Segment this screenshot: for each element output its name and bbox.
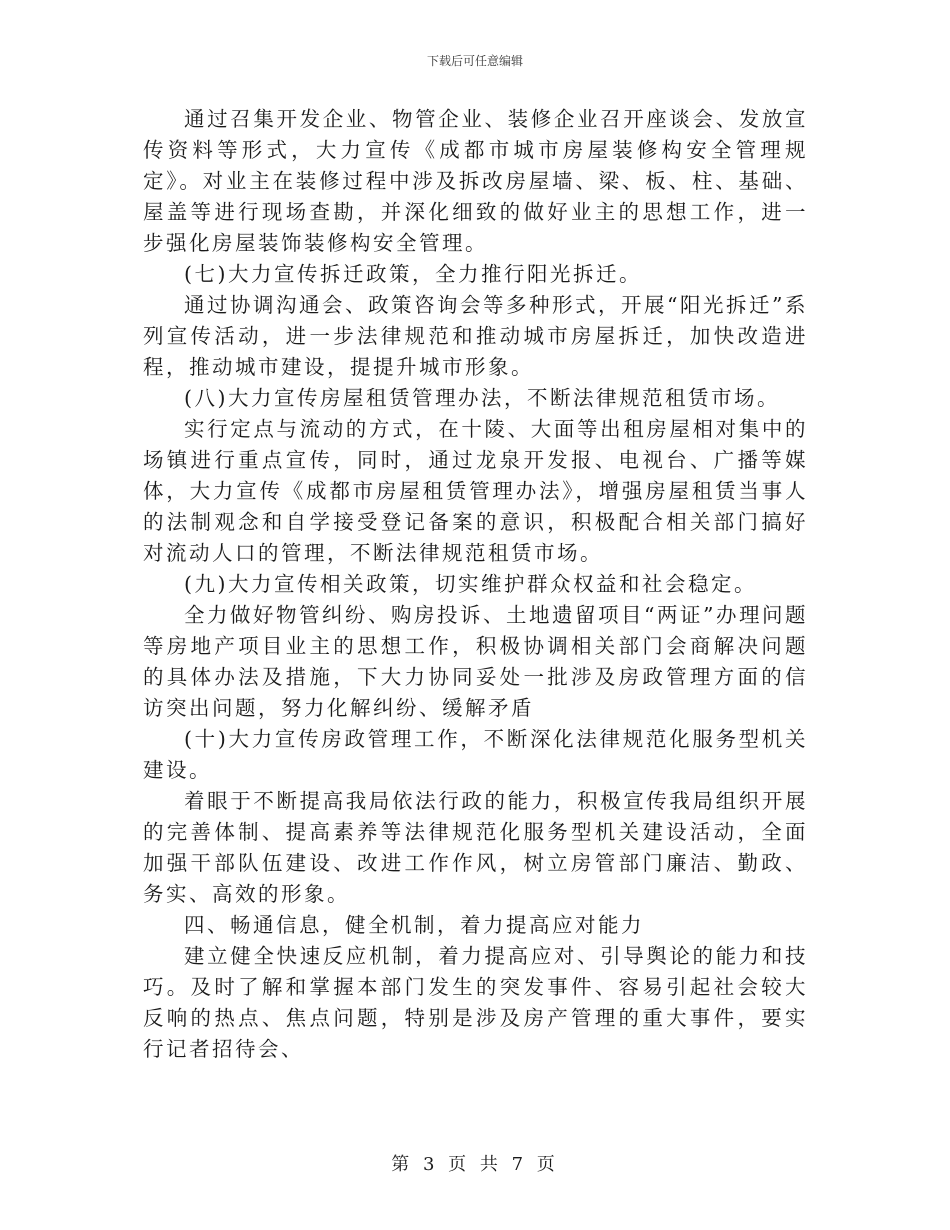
paragraph-11: 建立健全快速反应机制，着力提高应对、引导舆论的能力和技巧。及时了解和掌握本部门发生的突发事件、容易引起社会较大反响的热点、焦点问题，特别是涉及房产管理的重大事件，要实行记者招待会、 xyxy=(143,944,808,1061)
paragraph-9: 着眼于不断提高我局依法行政的能力，积极宣传我局组织开展的完善体制、提高素养等法律规范化服务型机关建设活动，全面加强干部队伍建设、改进工作作风，树立房管部门廉洁、勤政、务实、高效的形象。 xyxy=(143,789,808,906)
paragraph-heading-7: (七)大力宣传拆迁政策，全力推行阳光拆迁。 xyxy=(184,262,642,286)
paragraph-heading-9: (九)大力宣传相关政策，切实维护群众权益和社会稳定。 xyxy=(184,572,757,596)
paragraph-heading-8: (八)大力宣传房屋租赁管理办法，不断法律规范租赁市场。 xyxy=(184,386,780,410)
paragraph-5: 实行定点与流动的方式，在十陵、大面等出租房屋相对集中的场镇进行重点宣传，同时，通过龙泉开发报、电视台、广播等媒体，大力宣传《成都市房屋租赁管理办法》，增强房屋租赁当事人的法制观念和自学接受登记备案的意识，积极配合相关部门搞好对流动人口的管理，不断法律规范租赁市场。 xyxy=(143,417,808,565)
paragraph-3: 通过协调沟通会、政策咨询会等多种形式，开展“阳光拆迁”系列宣传活动，进一步法律规范和推动城市房屋拆迁，加快改造进程，推动城市建设，提提升城市形象。 xyxy=(143,293,808,379)
document-body xyxy=(143,104,808,1065)
paragraph-7: 全力做好物管纠纷、购房投诉、土地遗留项目“两证”办理问题等房地产项目业主的思想工作，积极协调相关部门会商解决问题的具体办法及措施，下大力协同妥处一批涉及房政管理方面的信访突出问题，努力化解纠纷、缓解矛盾 xyxy=(143,603,808,720)
section-heading-4: 四、畅通信息，健全机制，着力提高应对能力 xyxy=(184,913,644,937)
page-number: 第 3 页 共 7 页 xyxy=(391,1154,559,1175)
paragraph-1: 通过召集开发企业、物管企业、装修企业召开座谈会、发放宣传资料等形式，大力宣传《成都市城市房屋装修构安全管理规定》。对业主在装修过程中涉及拆改房屋墙、梁、板、柱、基础、屋盖等进行现场查勘，并深化细致的做好业主的思想工作，进一步强化房屋装饰装修构安全管理。 xyxy=(143,107,808,255)
paragraph-heading-10: (十)大力宣传房政管理工作，不断深化法律规范化服务型机关建设。 xyxy=(143,727,808,782)
page-header-note: 下载后可任意编辑 xyxy=(426,54,523,68)
